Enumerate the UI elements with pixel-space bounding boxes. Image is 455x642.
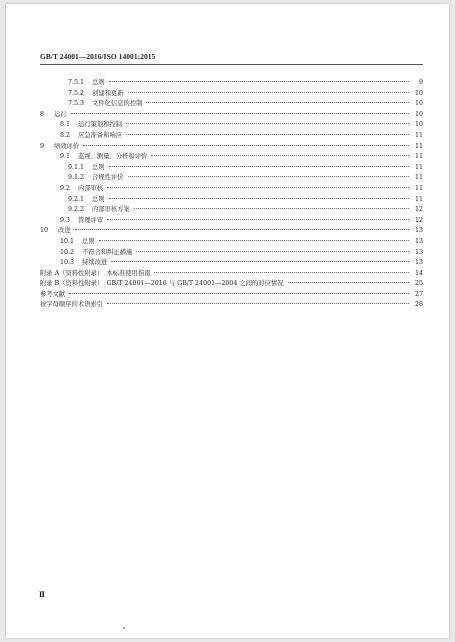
toc-entry-title: 管理评审 xyxy=(78,216,104,224)
toc-leader-dots xyxy=(107,219,409,220)
toc-entry-page: 13 xyxy=(414,227,423,235)
toc-entry-number: 9 xyxy=(40,142,45,150)
toc-entry-title: 绩效评价 xyxy=(54,142,80,150)
toc-entry xyxy=(40,131,423,142)
toc-entry-page: 10 xyxy=(414,100,423,108)
toc-entry-page: 13 xyxy=(414,259,423,267)
toc-entry-page: 11 xyxy=(414,174,423,182)
toc-entry-title: 合规性评价 xyxy=(92,174,124,182)
toc-leader-dots xyxy=(71,113,409,114)
toc-leader-dots xyxy=(109,166,409,167)
toc-entry xyxy=(40,269,423,280)
toc-leader-dots xyxy=(128,92,409,93)
toc-entry-title: 运行策划和控制 xyxy=(78,121,123,129)
toc-leader-dots xyxy=(111,261,409,262)
toc-entry-number: 9.2.1 xyxy=(68,195,85,203)
toc-entry-number: 9.1 xyxy=(60,153,71,161)
document-page xyxy=(6,4,449,638)
toc-entry-title: 运行 xyxy=(54,110,67,118)
toc-leader-dots xyxy=(151,155,409,156)
toc-entry-page: 11 xyxy=(414,163,423,171)
toc-leader-dots xyxy=(126,123,409,124)
toc-entry-title: 改进 xyxy=(58,227,71,235)
toc-entry xyxy=(40,78,423,89)
toc-entry-title: 监视、测量、分析和评价 xyxy=(78,153,148,161)
toc-entry-page: 13 xyxy=(414,248,423,256)
toc-entry-number: 10 xyxy=(40,227,49,235)
toc-leader-dots xyxy=(288,282,410,283)
toc-entry xyxy=(40,279,423,290)
toc-entry-title: 总则 xyxy=(92,163,105,171)
toc-entry-page: 11 xyxy=(414,184,423,192)
toc-entry-title: 总则 xyxy=(92,79,105,86)
toc-entry-page: 12 xyxy=(414,216,423,224)
toc-entry-title: 附录 A（资料性附录） 本标准使用指南 xyxy=(40,269,151,277)
toc-entry-number: 10.1 xyxy=(60,237,75,245)
toc-entry-number: 8.1 xyxy=(60,121,71,129)
toc-entry-page: 12 xyxy=(414,206,423,214)
toc-entry-title: 总则 xyxy=(92,195,105,203)
toc-entry-number: 9.2 xyxy=(60,184,71,192)
toc-leader-dots xyxy=(107,303,409,304)
toc-entry-number: 7.5.2 xyxy=(68,89,85,97)
toc-entry-page: 11 xyxy=(414,153,423,161)
toc-leader-dots xyxy=(99,240,409,241)
toc-entry-page: 10 xyxy=(414,121,423,129)
toc-entry-number: 9.3 xyxy=(60,216,71,224)
toc-entry-page: 11 xyxy=(414,195,423,203)
toc-leader-dots xyxy=(128,176,409,177)
toc-entry-page: 9 xyxy=(418,79,423,86)
toc-entry-title: 按字母顺序的术语索引 xyxy=(40,301,103,309)
toc-entry xyxy=(40,290,423,301)
toc-entry-number: 8 xyxy=(40,110,45,118)
toc-entry-page: 25 xyxy=(414,280,423,288)
toc-entry xyxy=(40,237,423,248)
toc-entry-number: 9.2.2 xyxy=(68,206,85,214)
toc-entry-title: 内部审核方案 xyxy=(92,206,130,214)
toc-entry-title: 内部审核 xyxy=(78,184,104,192)
toc-entry xyxy=(40,205,423,216)
toc-entry-title: 总则 xyxy=(82,237,95,245)
toc-leader-dots xyxy=(109,198,409,199)
toc-entry-number: 10.3 xyxy=(60,259,75,267)
toc-entry xyxy=(40,300,423,311)
toc-entry-number: 7.5.1 xyxy=(68,79,85,86)
toc-entry xyxy=(40,89,423,100)
toc-entry-title: 不符合和纠正措施 xyxy=(82,248,133,256)
toc-entry xyxy=(40,110,423,121)
toc-leader-dots xyxy=(126,134,409,135)
toc-entry-page: 27 xyxy=(414,290,423,298)
toc-entry xyxy=(40,173,423,184)
page-number: Ⅱ xyxy=(39,590,45,599)
toc-entry-title: 文件化信息的控制 xyxy=(92,100,143,108)
toc-entry-page: 28 xyxy=(414,301,423,309)
toc-entry xyxy=(40,184,423,195)
toc-entry-title: 应急准备和响应 xyxy=(78,131,123,139)
toc-entry-page: 10 xyxy=(414,110,423,118)
toc-entry-page: 13 xyxy=(414,237,423,245)
toc-entry xyxy=(40,142,423,153)
toc-entry xyxy=(40,99,423,110)
toc-entry xyxy=(40,152,423,163)
toc-leader-dots xyxy=(154,272,409,273)
toc-entry xyxy=(40,226,423,237)
toc-entry xyxy=(40,163,423,174)
toc-entry-title: 参考文献 xyxy=(40,290,66,298)
toc-entry-number: 7.5.3 xyxy=(68,100,85,108)
toc-entry xyxy=(40,120,423,131)
toc-entry-page: 14 xyxy=(414,269,423,277)
toc-entry-title: 附录 B（资料性附录） GB/T 24001—2016 与 GB/T 24001—2004 之间的对应情况 xyxy=(40,280,284,288)
toc-entry xyxy=(40,248,423,259)
toc-leader-dots xyxy=(83,145,409,146)
toc-leader-dots xyxy=(146,102,409,103)
toc-leader-dots xyxy=(107,187,409,188)
toc-entry-title: 持续改进 xyxy=(82,259,108,267)
toc-leader-dots xyxy=(69,293,409,294)
toc-leader-dots xyxy=(75,229,409,230)
toc-leader-dots xyxy=(134,208,409,209)
toc-entry xyxy=(40,195,423,206)
toc-entry-number: 8.2 xyxy=(60,131,71,139)
toc-leader-dots xyxy=(136,251,409,252)
toc-entry-number: 10.2 xyxy=(60,248,75,256)
toc-leader-dots xyxy=(109,81,409,82)
standard-code-header: GB/T 24001—2016/ISO 14001:2015 xyxy=(40,52,156,61)
scan-speck xyxy=(123,627,125,629)
header-rule xyxy=(40,64,423,65)
toc-entry-number: 9.1.2 xyxy=(68,174,85,182)
toc-entry-number: 9.1.1 xyxy=(68,163,85,171)
toc-entry-page: 11 xyxy=(414,142,423,150)
toc-entry xyxy=(40,258,423,269)
toc-entry-title: 创建和更新 xyxy=(92,89,124,97)
toc-entry-page: 10 xyxy=(414,89,423,97)
toc-entry xyxy=(40,216,423,227)
toc-entry-page: 11 xyxy=(414,131,423,139)
table-of-contents xyxy=(40,78,423,311)
